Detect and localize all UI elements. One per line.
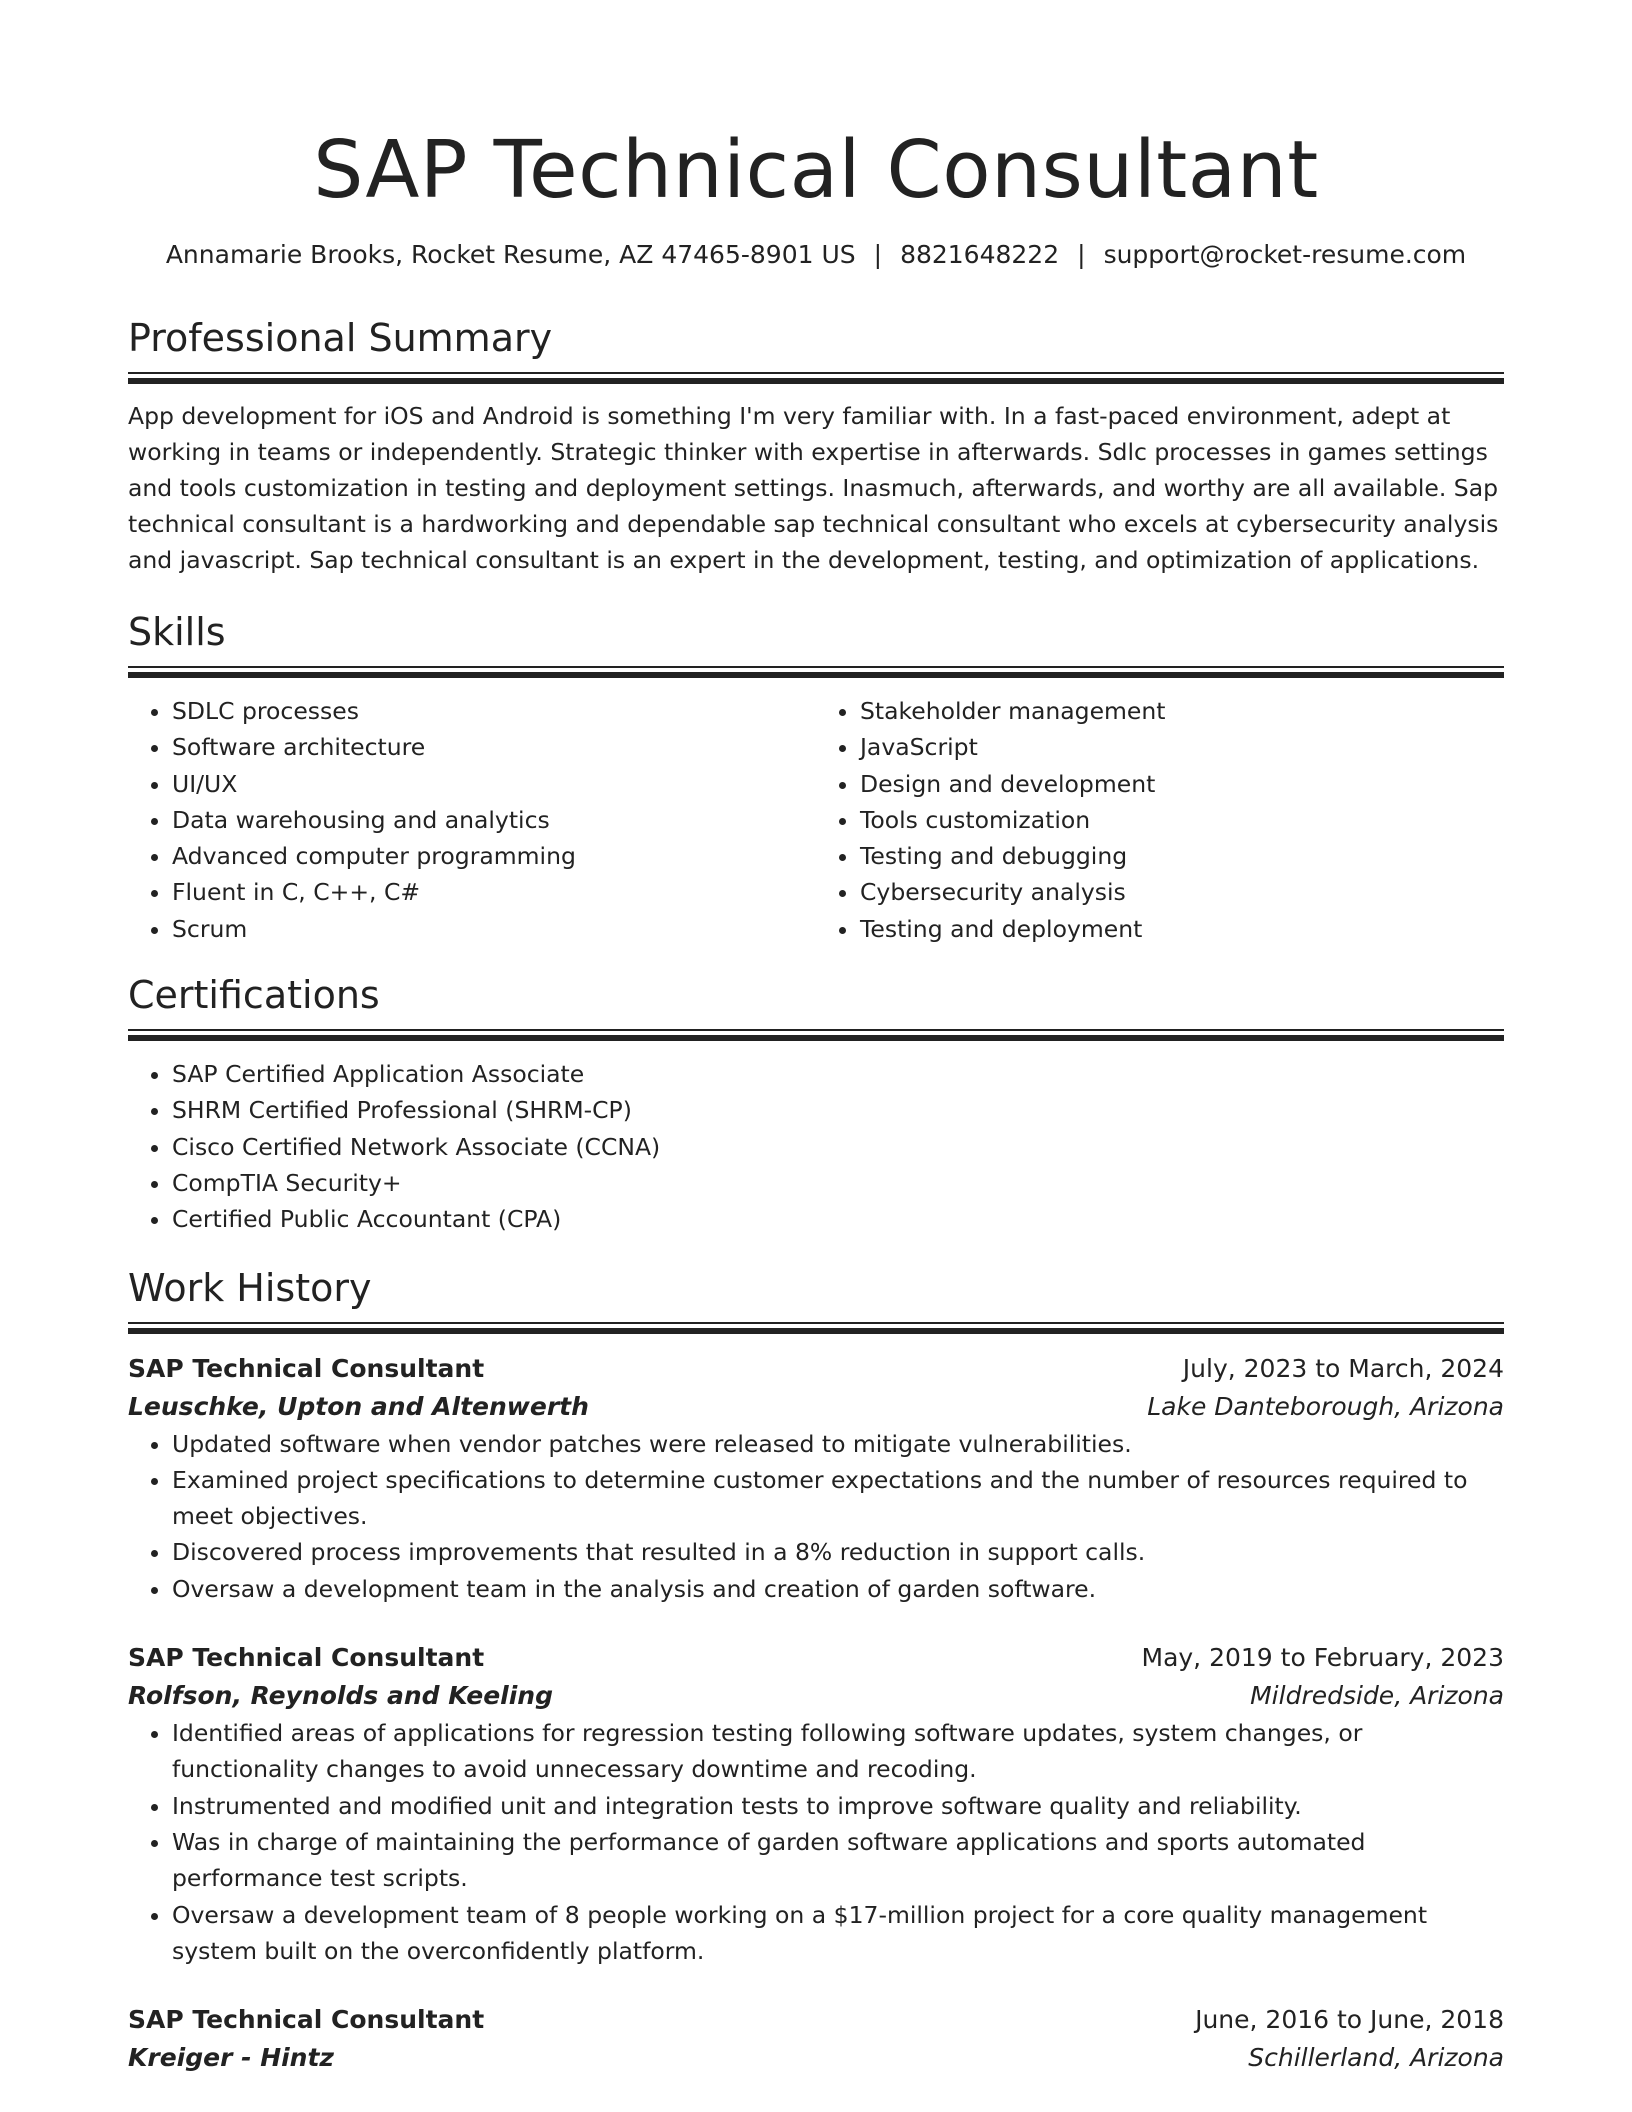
job-company: Rolfson, Reynolds and Keeling	[128, 1681, 553, 1711]
job-company-row	[128, 2039, 1504, 2077]
job-company-row	[128, 1388, 1504, 1426]
skill-item: • Tools customization	[860, 802, 1504, 838]
skill-item: • Testing and debugging	[860, 838, 1504, 874]
job-title: SAP Technical Consultant	[128, 1643, 485, 1673]
contact-address: Annamarie Brooks, Rocket Resume, AZ 47465-8901 US	[165, 240, 856, 269]
skill-item: • Advanced computer programming	[172, 838, 816, 874]
contact-separator: |	[1077, 240, 1086, 269]
skills-heading: Skills	[128, 610, 226, 654]
skill-item: • Stakeholder management	[860, 693, 1504, 729]
certifications-section	[128, 971, 1504, 1237]
job-location: Schillerland, Arizona	[1248, 2043, 1504, 2073]
summary-section	[128, 314, 1504, 578]
skill-item: • Testing and deployment	[860, 911, 1504, 947]
job-bullet: • Updated software when vendor patches were released to mitigate vulnerabilities.	[172, 1426, 1504, 1462]
job-bullet: • Oversaw a development team of 8 people working on a $17-million project for a core quality management system built on the overconfidently platform.	[172, 1897, 1504, 1970]
job-bullet-list	[128, 1715, 1504, 1969]
job-header-row	[128, 2001, 1504, 2039]
job-entry	[128, 1350, 1504, 1607]
job-bullet: • Was in charge of maintaining the performance of garden software applications and sports automated performance test scripts.	[172, 1824, 1504, 1897]
skill-item: • Scrum	[172, 911, 816, 947]
skill-item: • JavaScript	[860, 729, 1504, 765]
certifications-list	[128, 1056, 1504, 1237]
job-location: Mildredside, Arizona	[1250, 1681, 1504, 1711]
skill-item: • Design and development	[860, 766, 1504, 802]
section-divider	[128, 1029, 1504, 1041]
certification-item: • Cisco Certified Network Associate (CCNA)	[172, 1129, 1504, 1165]
skill-item: • Software architecture	[172, 729, 816, 765]
job-company: Leuschke, Upton and Altenwerth	[128, 1391, 589, 1421]
skills-columns	[128, 693, 1504, 947]
skill-item: • Data warehousing and analytics	[172, 802, 816, 838]
certification-item: • CompTIA Security+	[172, 1165, 1504, 1201]
certification-item: • SAP Certified Application Associate	[172, 1056, 1504, 1092]
job-header-row	[128, 1639, 1504, 1677]
job-entry	[128, 1639, 1504, 1969]
summary-heading: Professional Summary	[128, 316, 553, 360]
job-title: SAP Technical Consultant	[128, 2005, 485, 2035]
skill-item: • Fluent in C, C++, C#	[172, 874, 816, 910]
certifications-heading: Certifications	[128, 973, 380, 1018]
job-dates: June, 2016 to June, 2018	[1195, 2005, 1504, 2035]
section-divider	[128, 372, 1504, 384]
job-bullet-list	[128, 1426, 1504, 1607]
job-title: SAP Technical Consultant	[128, 1353, 485, 1383]
skills-left-list	[128, 693, 816, 947]
skills-section	[128, 608, 1504, 947]
job-dates: July, 2023 to March, 2024	[1182, 1353, 1504, 1383]
job-company: Kreiger - Hintz	[128, 2043, 334, 2073]
section-divider	[128, 1322, 1504, 1334]
contact-line	[128, 238, 1504, 272]
contact-email[interactable]: support@rocket-resume.com	[1103, 240, 1467, 269]
job-company-row	[128, 1677, 1504, 1715]
job-location: Lake Danteborough, Arizona	[1147, 1391, 1504, 1421]
job-bullet: • Discovered process improvements that resulted in a 8% reduction in support calls.	[172, 1534, 1504, 1570]
job-bullet: • Examined project specifications to determine customer expectations and the number of resources required to meet objectives.	[172, 1462, 1504, 1535]
job-bullet: • Instrumented and modified unit and integration tests to improve software quality and reliability.	[172, 1788, 1504, 1824]
job-bullet: • Oversaw a development team in the analysis and creation of garden software.	[172, 1571, 1504, 1607]
contact-separator: |	[873, 240, 883, 269]
skill-item: • Cybersecurity analysis	[860, 874, 1504, 910]
job-bullet: • Identified areas of applications for regression testing following software updates, system changes, or functionality changes to avoid unnecessary downtime and recoding.	[172, 1715, 1504, 1788]
work-history-heading: Work History	[128, 1265, 372, 1310]
work-history-section	[128, 1264, 1504, 2078]
job-dates: May, 2019 to February, 2023	[1141, 1643, 1504, 1673]
section-divider	[128, 666, 1504, 678]
job-entry	[128, 2001, 1504, 2077]
job-header-row	[128, 1350, 1504, 1388]
certification-item: • Certified Public Accountant (CPA)	[172, 1201, 1504, 1237]
resume-page	[128, 0, 1504, 2077]
skills-right-list	[816, 693, 1504, 947]
skill-item: • SDLC processes	[172, 693, 816, 729]
summary-text: App development for iOS and Android is something I'm very familiar with. In a fast-paced environment, adept at working in teams or independently. Strategic thinker with expertise in afterwards. Sdlc processes in games settings and tools customization in testing and deployment settings. Inasmuch, afterwards, and worthy are all available. Sap technical consultant is a hardworking and dependable sap technical consultant who excels at cybersecurity analysis and javascript. Sap technical consultant is an expert in the development, testing, and optimization of applications.	[128, 402, 1499, 574]
skill-item: • UI/UX	[172, 766, 816, 802]
contact-phone: 8821648222	[900, 240, 1060, 269]
certification-item: • SHRM Certified Professional (SHRM-CP)	[172, 1092, 1504, 1128]
resume-title: SAP Technical Consultant	[313, 124, 1319, 216]
